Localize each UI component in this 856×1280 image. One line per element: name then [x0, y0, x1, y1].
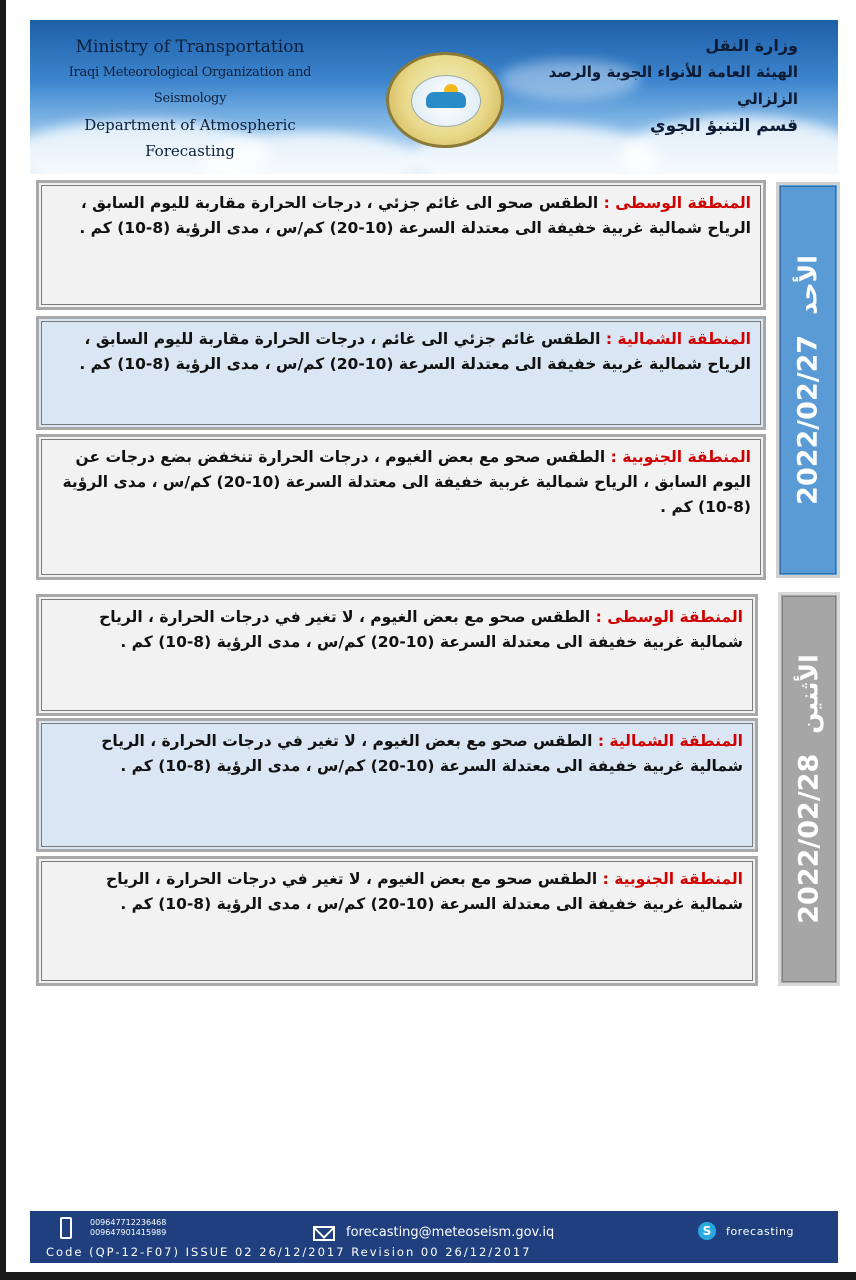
region-label: المنطقة الشمالية : — [605, 330, 751, 348]
day-date: 2022/02/28 — [793, 753, 825, 924]
region-label: المنطقة الوسطى : — [603, 194, 751, 212]
phone-number-1: 009647712236468 — [90, 1218, 167, 1227]
region-label: المنطقة الجنوبية : — [602, 870, 743, 888]
forecast-box-day2-south — [36, 856, 758, 986]
organization-logo — [386, 52, 504, 148]
ministry-name-en: Ministry of Transportation — [75, 37, 305, 57]
forecast-text: الطقس غائم جزئي الى غائم ، درجات الحرارة مقاربة لليوم السابق ، الرياح شمالية غربية خفيفة الى معتدلة السرعة (10-20) كم/س ، مدى الرؤية (8-10) كم . — [79, 330, 751, 373]
region-label: المنطقة الشمالية : — [597, 732, 743, 750]
header-english-block — [40, 34, 340, 164]
forecast-box-day2-north — [36, 718, 758, 852]
forecast-text: الطقس صحو مع بعض الغيوم ، لا تغير في درجات الحرارة ، الرياح شمالية غربية خفيفة الى معتدلة السرعة (10-20) كم/س ، مدى الرؤية (8-10) كم . — [101, 732, 743, 775]
email-link[interactable]: forecasting@meteoseism.gov.iq — [346, 1225, 555, 1240]
forecast-text: الطقس صحو مع بعض الغيوم ، درجات الحرارة تنخفض بضع درجات عن اليوم السابق ، الرياح شمالية غربية خفيفة الى معتدلة السرعة (10-20) كم/س ، مدى الرؤية (8-10) كم . — [62, 448, 751, 516]
page-frame-bottom — [0, 1272, 856, 1280]
department-name-ar: قسم التنبؤ الجوي — [650, 116, 798, 136]
forecast-text: الطقس صحو مع بعض الغيوم ، لا تغير في درجات الحرارة ، الرياح شمالية غربية خفيفة الى معتدلة السرعة (10-20) كم/س ، مدى الرؤية (8-10) كم . — [99, 608, 743, 651]
forecast-box-day2-central — [36, 594, 758, 716]
skype-icon: S — [698, 1222, 716, 1240]
forecast-box-day1-north — [36, 316, 766, 430]
phone-numbers — [90, 1218, 166, 1238]
day-name: الأحد — [793, 255, 823, 315]
day-name: الأثنين — [794, 654, 824, 734]
mail-icon — [313, 1226, 335, 1241]
department-name-en: Department of Atmospheric Forecasting — [84, 116, 296, 160]
header-arabic-block — [518, 32, 798, 140]
phone-number-2: 009647901415989 — [90, 1228, 167, 1237]
forecast-text: الطقس صحو الى غائم جزئي ، درجات الحرارة مقاربة لليوم السابق ، الرياح شمالية غربية خفيفة الى معتدلة السرعة (10-20) كم/س ، مدى الرؤية (8-10) كم . — [79, 194, 751, 237]
page-frame-left — [0, 0, 6, 1280]
forecast-text: الطقس صحو مع بعض الغيوم ، لا تغير في درجات الحرارة ، الرياح شمالية غربية خفيفة الى معتدلة السرعة (10-20) كم/س ، مدى الرؤية (8-10) كم . — [106, 870, 743, 913]
skype-id[interactable]: forecasting — [726, 1225, 795, 1238]
region-label: المنطقة الجنوبية : — [610, 448, 751, 466]
document-code: Code (QP-12-F07) ISSUE 02 26/12/2017 Revision 00 26/12/2017 — [46, 1245, 532, 1259]
organization-name-ar: الهيئة العامة للأنواء الجوية والرصد الزلزالي — [548, 63, 798, 108]
footer-bar — [30, 1211, 838, 1263]
ministry-name-ar: وزارة النقل — [705, 36, 798, 55]
forecast-box-day1-central — [36, 180, 766, 310]
organization-name-en: Iraqi Meteorological Organization and Seismology — [68, 65, 312, 106]
phone-icon — [60, 1217, 72, 1239]
day-tab-1 — [776, 182, 840, 578]
forecast-box-day1-south — [36, 434, 766, 580]
header-banner — [30, 20, 838, 174]
day-date: 2022/02/27 — [792, 334, 824, 505]
region-label: المنطقة الوسطى : — [595, 608, 743, 626]
day-tab-2 — [778, 592, 840, 986]
